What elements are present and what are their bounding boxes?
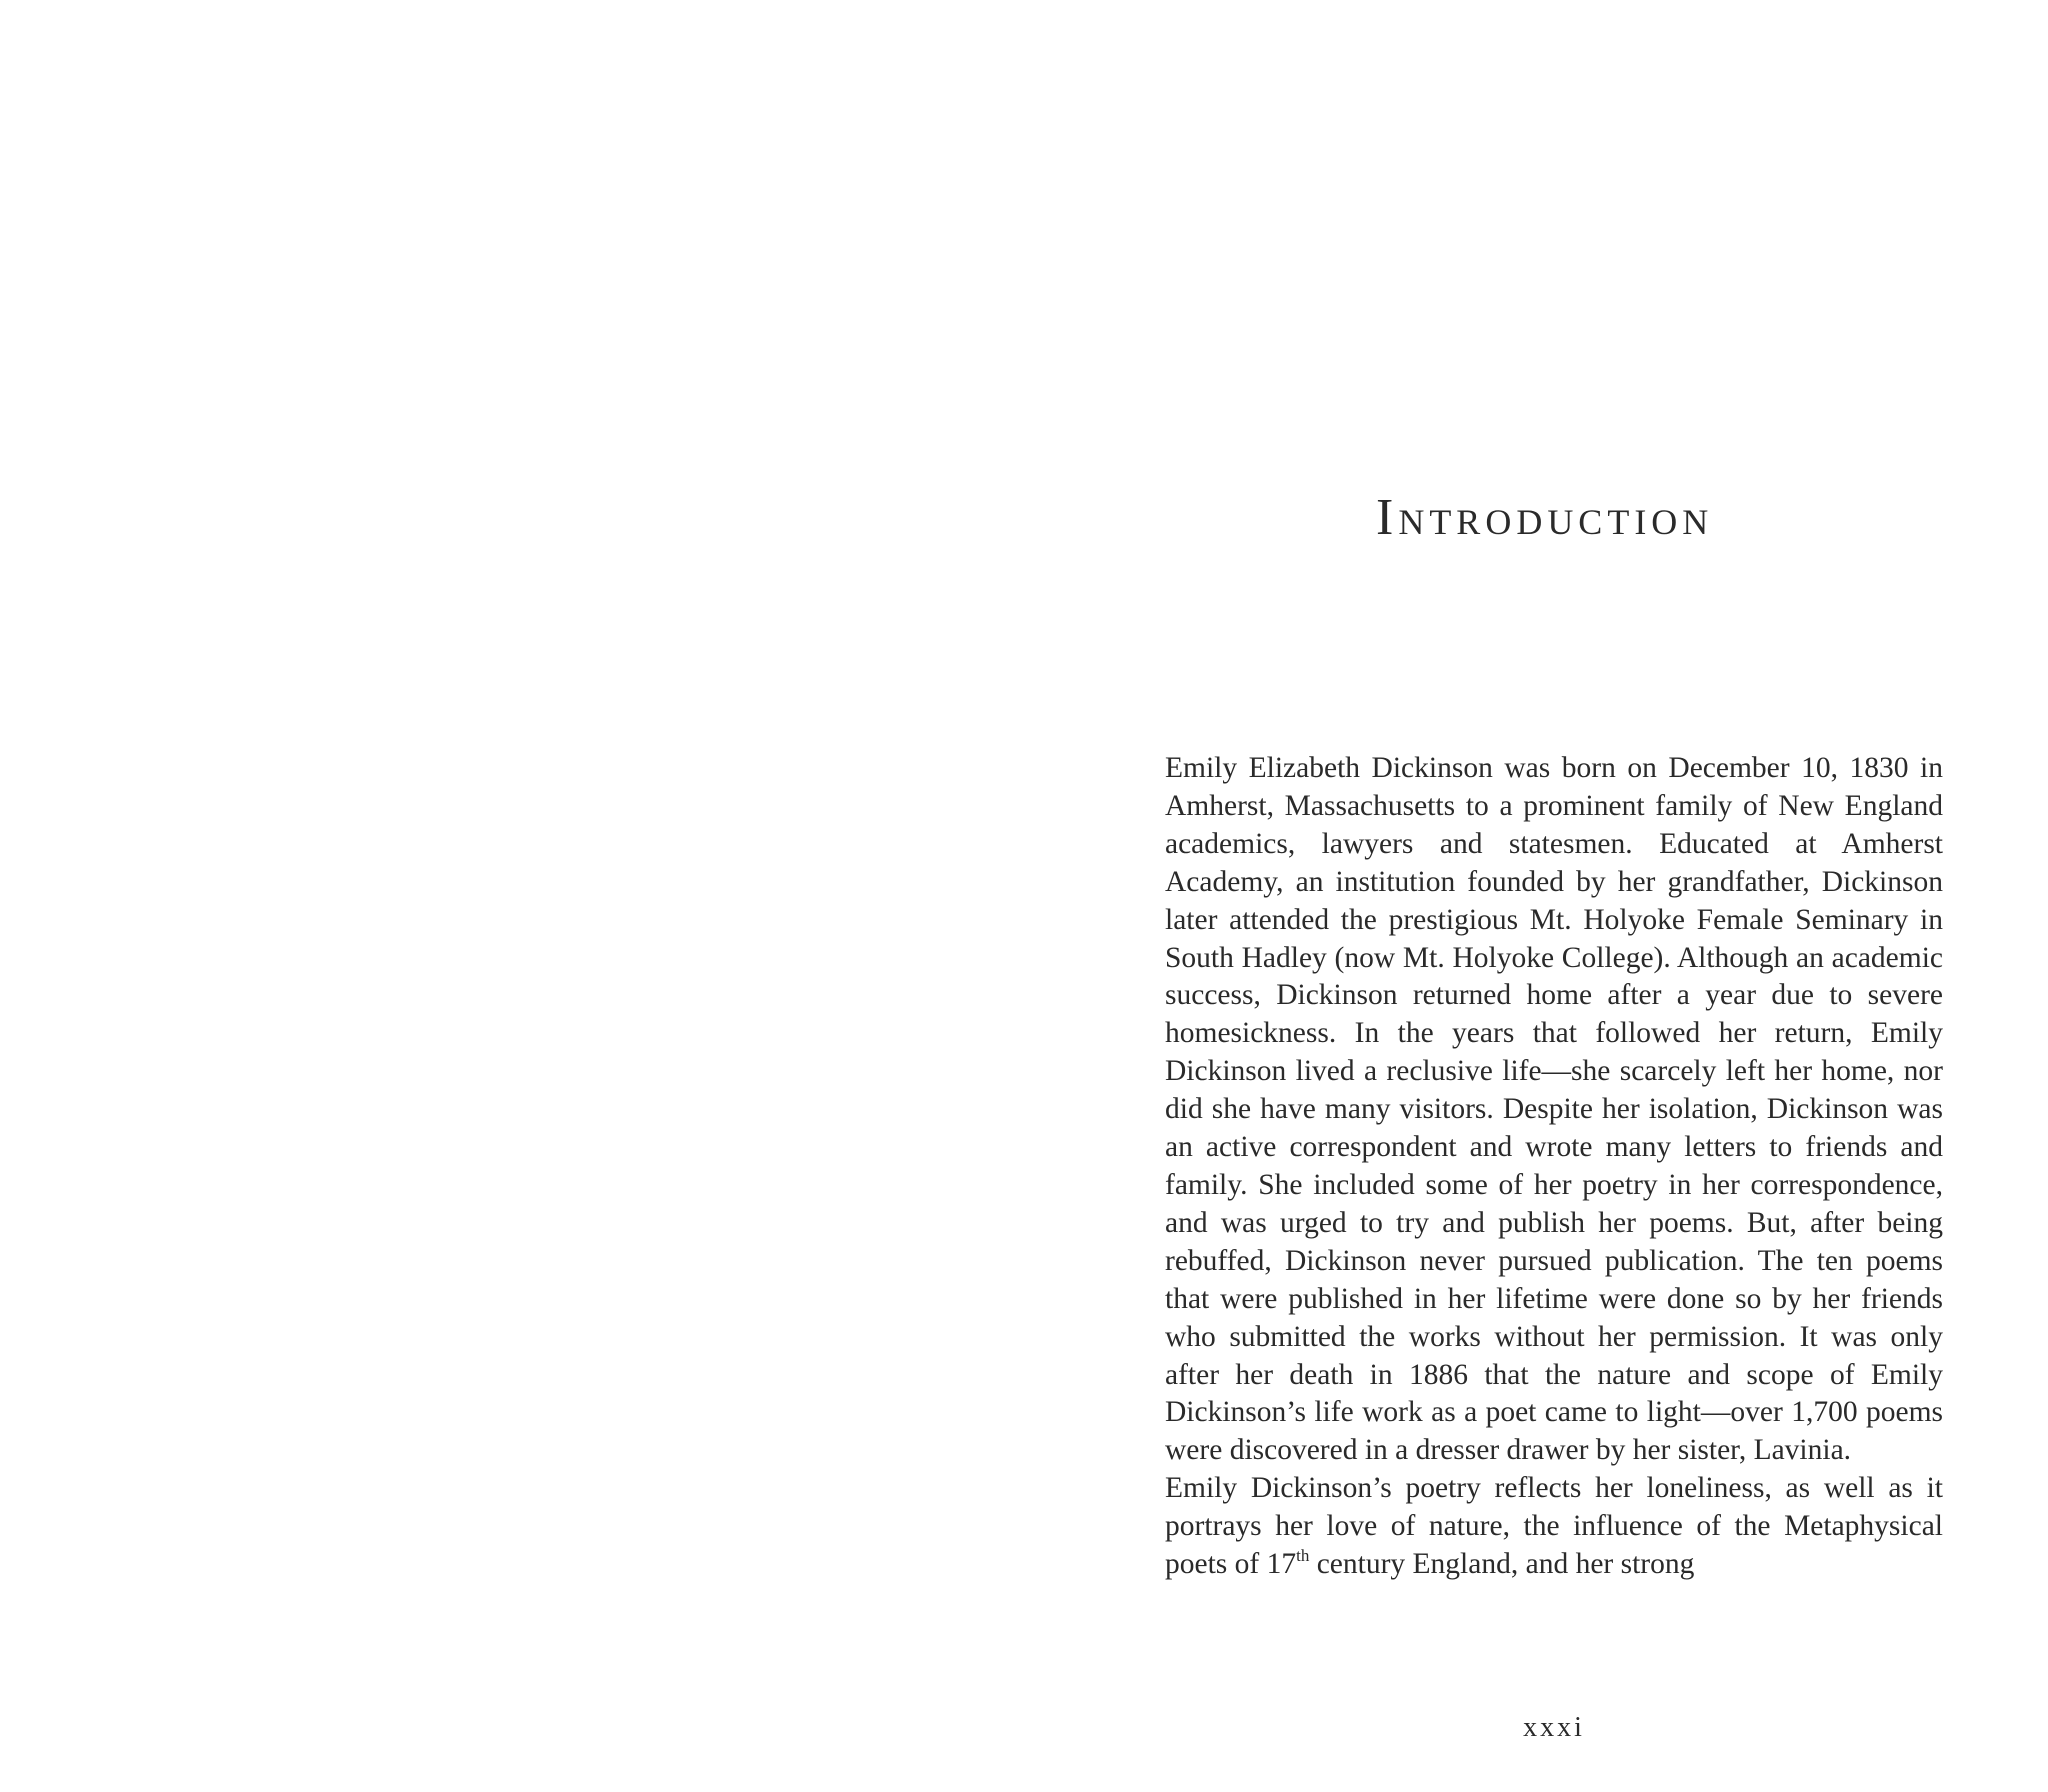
body-text — [1165, 750, 1943, 1584]
paragraph-2-text-start: Emily Dickinson’s poetry reflects her loneliness, as well as it portrays her love of nature, the influence of the Metaphysical poets of 17 — [1165, 1472, 1943, 1581]
paragraph-2 — [1165, 1470, 1943, 1584]
chapter-title: Introduction — [1376, 489, 1714, 546]
page-number: xxxi — [1523, 1712, 1585, 1743]
chapter-heading — [1376, 488, 1736, 547]
paragraph-2-text-end: century England, and her strong — [1309, 1548, 1695, 1581]
paragraph-1: Emily Elizabeth Dickinson was born on December 10, 1830 in Amherst, Massachusetts to a prominent family of New England academics, lawyers and statesmen. Educated at Amherst Academy, an institution founded by her grandfather, Dickinson later attended the prestigious Mt. Holyoke Female Seminary in South Hadley (now Mt. Holyoke College). Although an academic success, Dickinson returned home after a year due to severe homesickness. In the years that followed her return, Emily Dickinson lived a reclusive life—she scarcely left her home, nor did she have many visitors. Despite her isolation, Dickinson was an active correspondent and wrote many letters to friends and family. She included some of her poetry in her correspondence, and was urged to try and publish her poems. But, after being rebuffed, Dickinson never pursued publication. The ten poems that were published in her lifetime were done so by her friends who submitted the works without her permission. It was only after her death in 1886 that the nature and scope of Emily Dickinson’s life work as a poet came to light—over 1,700 poems were discovered in a dresser drawer by her sister, Lavinia. — [1165, 752, 1943, 1467]
ordinal-suffix: th — [1296, 1546, 1310, 1566]
